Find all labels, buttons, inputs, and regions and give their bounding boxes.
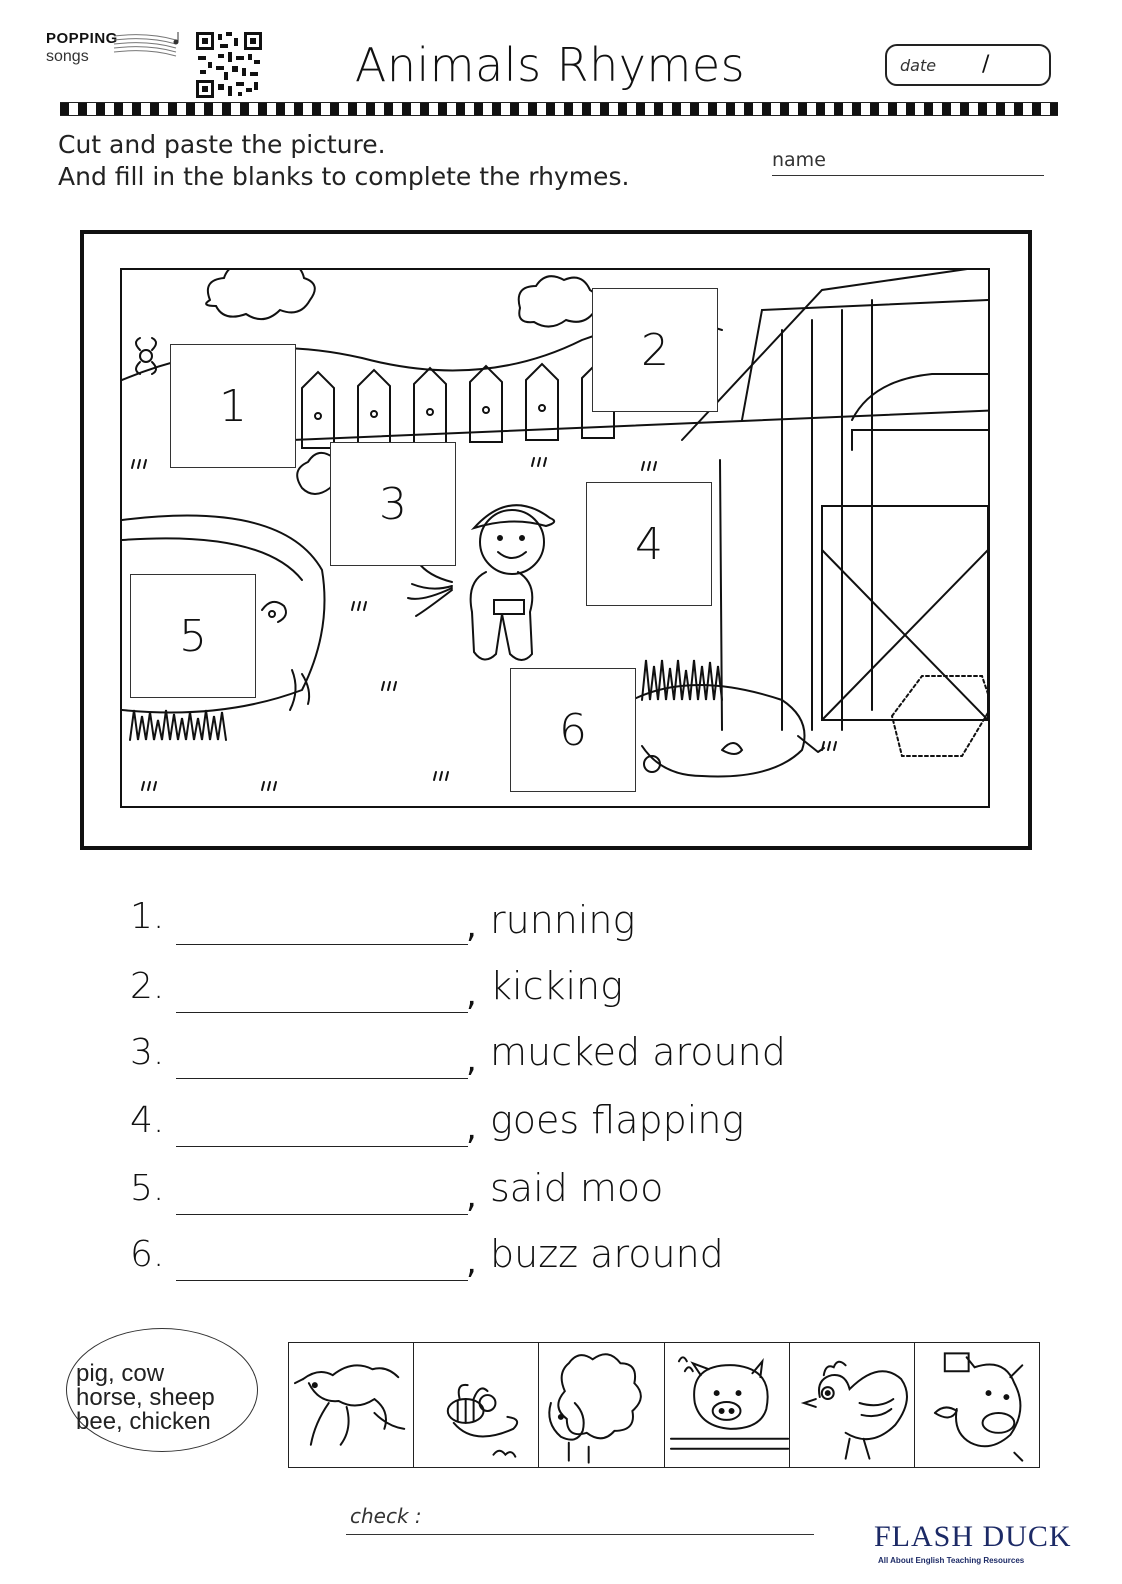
popping-songs-logo-bottom: songs bbox=[46, 48, 89, 65]
word-bank-line-2: horse, sheep bbox=[76, 1384, 215, 1411]
rhyme-number: 3. bbox=[130, 1032, 165, 1073]
sheep-icon bbox=[539, 1343, 663, 1467]
paste-box-5[interactable]: 5 bbox=[130, 574, 256, 698]
rhyme-comma: , bbox=[466, 1242, 477, 1282]
rhyme-word-2: kicking bbox=[490, 964, 623, 1008]
rhyme-comma: , bbox=[466, 1108, 477, 1148]
rhyme-word-5: said moo bbox=[490, 1166, 664, 1210]
checkered-divider bbox=[60, 102, 1058, 116]
flash-duck-logo: FLASH DUCK bbox=[874, 1520, 1072, 1553]
paste-box-2[interactable]: 2 bbox=[592, 288, 718, 412]
bee-icon bbox=[414, 1343, 538, 1467]
name-label: name bbox=[772, 149, 826, 171]
rhyme-comma: , bbox=[466, 974, 477, 1014]
check-label: check : bbox=[350, 1504, 422, 1528]
cut-out-horse[interactable] bbox=[289, 1343, 414, 1467]
instruction-line-2: And fill in the blanks to complete the rhymes. bbox=[58, 162, 630, 191]
word-bank-line-1: pig, cow bbox=[76, 1360, 165, 1387]
rhyme-comma: , bbox=[466, 1176, 477, 1216]
rhyme-number: 5. bbox=[130, 1168, 165, 1209]
rhyme-blank-6[interactable] bbox=[176, 1280, 468, 1281]
cut-out-bee[interactable] bbox=[414, 1343, 539, 1467]
paste-box-3[interactable]: 3 bbox=[330, 442, 456, 566]
date-separator: / bbox=[982, 52, 990, 77]
cut-out-cow[interactable] bbox=[915, 1343, 1039, 1467]
cut-out-strip bbox=[288, 1342, 1040, 1468]
rhyme-word-4: goes flapping bbox=[490, 1098, 745, 1142]
cow-icon bbox=[915, 1343, 1039, 1467]
date-label: date bbox=[900, 56, 937, 75]
rhyme-number: 1. bbox=[130, 896, 165, 937]
paste-box-6[interactable]: 6 bbox=[510, 668, 636, 792]
rhyme-number: 2. bbox=[130, 966, 165, 1007]
word-bank-line-3: bee, chicken bbox=[76, 1408, 211, 1435]
cut-out-pig[interactable] bbox=[665, 1343, 790, 1467]
farm-scene bbox=[120, 268, 990, 808]
pig-icon bbox=[665, 1343, 789, 1467]
popping-songs-logo-top: POPPING bbox=[46, 30, 118, 47]
rhyme-word-1: running bbox=[490, 898, 636, 942]
check-field[interactable] bbox=[346, 1534, 814, 1535]
rhyme-number: 6. bbox=[130, 1234, 165, 1275]
rhyme-word-3: mucked around bbox=[490, 1030, 786, 1074]
rhyme-comma: , bbox=[466, 1040, 477, 1080]
instruction-line-1: Cut and paste the picture. bbox=[58, 130, 386, 159]
flash-duck-tagline: All About English Teaching Resources bbox=[878, 1556, 1025, 1565]
rhyme-comma: , bbox=[466, 906, 477, 946]
rhyme-blank-5[interactable] bbox=[176, 1214, 468, 1215]
rhyme-word-6: buzz around bbox=[490, 1232, 724, 1276]
rhyme-blank-2[interactable] bbox=[176, 1012, 468, 1013]
rhyme-number: 4. bbox=[130, 1100, 165, 1141]
cut-out-chicken[interactable] bbox=[790, 1343, 915, 1467]
rhyme-blank-1[interactable] bbox=[176, 944, 468, 945]
page-title: Animals Rhymes bbox=[354, 38, 746, 92]
chicken-icon bbox=[790, 1343, 914, 1467]
rhyme-blank-4[interactable] bbox=[176, 1146, 468, 1147]
cut-out-sheep[interactable] bbox=[539, 1343, 664, 1467]
rhyme-blank-3[interactable] bbox=[176, 1078, 468, 1079]
paste-box-1[interactable]: 1 bbox=[170, 344, 296, 468]
name-field[interactable] bbox=[772, 175, 1044, 176]
paste-box-4[interactable]: 4 bbox=[586, 482, 712, 606]
horse-icon bbox=[289, 1343, 413, 1467]
